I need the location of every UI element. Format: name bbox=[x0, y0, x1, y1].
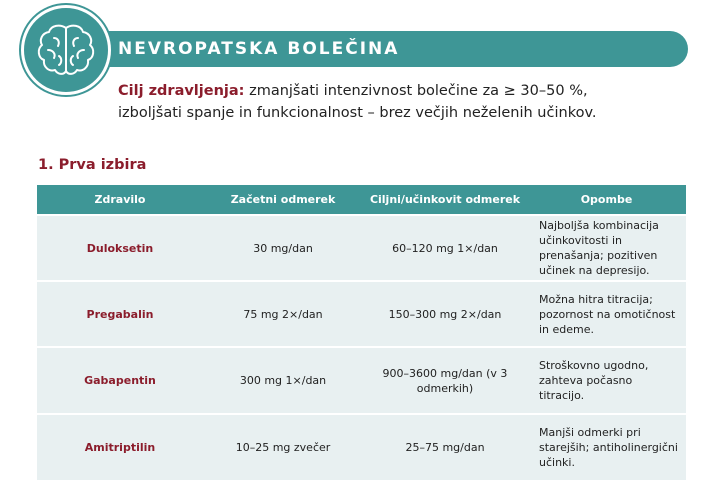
notes: Možna hitra titracija; pozornost na omotičnost in edeme. bbox=[527, 281, 686, 347]
table-row bbox=[37, 414, 686, 480]
page-title: NEVROPATSKA BOLEČINA bbox=[118, 39, 400, 59]
target-dose: 150–300 mg 2×/dan bbox=[363, 281, 527, 347]
target-dose: 25–75 mg/dan bbox=[363, 414, 527, 480]
table-row bbox=[37, 281, 686, 347]
column-header-target-dose: Ciljni/učinkovit odmerek bbox=[363, 185, 527, 215]
table-header-row bbox=[37, 185, 686, 215]
column-header-notes: Opombe bbox=[527, 185, 686, 215]
drug-name: Amitriptilin bbox=[37, 414, 203, 480]
brain-icon bbox=[21, 5, 111, 95]
start-dose: 75 mg 2×/dan bbox=[203, 281, 363, 347]
table-row bbox=[37, 347, 686, 414]
drug-name: Pregabalin bbox=[37, 281, 203, 347]
drug-name: Duloksetin bbox=[37, 215, 203, 281]
notes: Stroškovno ugodno, zahteva počasno titracijo. bbox=[527, 347, 686, 414]
notes: Manjši odmerki pri starejših; antiholinergični učinki. bbox=[527, 414, 686, 480]
goal-text-line2: izboljšati spanje in funkcionalnost – brez večjih neželenih učinkov. bbox=[118, 105, 597, 121]
start-dose: 30 mg/dan bbox=[203, 215, 363, 281]
start-dose: 10–25 mg zvečer bbox=[203, 414, 363, 480]
dosage-table bbox=[37, 185, 686, 480]
start-dose: 300 mg 1×/dan bbox=[203, 347, 363, 414]
section-title: 1. Prva izbira bbox=[38, 157, 147, 173]
goal-text-line1: zmanjšati intenzivnost bolečine za ≥ 30–50 %, bbox=[249, 83, 588, 99]
column-header-drug: Zdravilo bbox=[37, 185, 203, 215]
notes: Najboljša kombinacija učinkovitosti in prenašanja; pozitiven učinek na depresijo. bbox=[527, 215, 686, 281]
target-dose: 60–120 mg 1×/dan bbox=[363, 215, 527, 281]
drug-name: Gabapentin bbox=[37, 347, 203, 414]
column-header-start-dose: Začetni odmerek bbox=[203, 185, 363, 215]
goal-label: Cilj zdravljenja: bbox=[118, 83, 245, 99]
table-row bbox=[37, 215, 686, 281]
target-dose: 900–3600 mg/dan (v 3 odmerkih) bbox=[363, 347, 527, 414]
treatment-goal bbox=[118, 80, 678, 124]
